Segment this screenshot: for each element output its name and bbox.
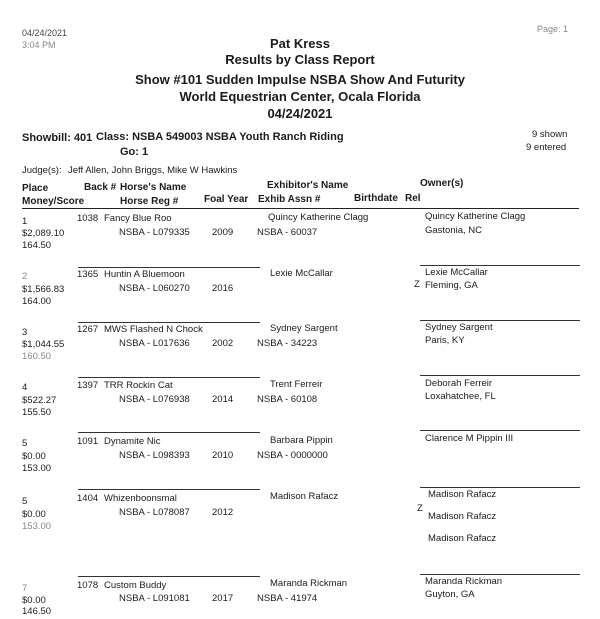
col-foal-year: Foal Year [204,194,249,205]
entry-money: $522.27 [22,395,57,406]
entry-owner-location: Fleming, GA [425,280,478,291]
entry-assn: NSBA - 60037 [257,227,318,238]
showbill-label: Showbill: 401 [22,132,93,144]
entry-horse: Fancy Blue Roo [104,213,172,224]
entry-money: $2,089.10 [22,228,65,239]
row-rule [78,489,260,490]
entry-owner: Quincy Katherine Clagg [425,211,526,222]
col-back: Back # [84,182,117,193]
entry-rel: Z [417,503,423,514]
entry-horse: Whizenboonsmal [104,493,177,504]
entry-assn: NSBA - 41974 [257,593,318,604]
entry-score: 146.50 [22,606,52,617]
report-title: Results by Class Report [225,52,375,67]
col-exhib-assn: Exhib Assn # [258,194,321,205]
entry-place: 4 [22,382,28,393]
print-time: 3:04 PM [22,40,56,50]
entry-horse: MWS Flashed N Chock [104,324,203,335]
col-horse-name: Horse's Name [120,182,187,193]
entry-money: $0.00 [22,595,46,606]
entry-score: 164.00 [22,296,52,307]
row-rule [420,574,580,575]
go-label: Go: 1 [120,146,149,158]
entry-owner-location: Loxahatchee, FL [425,391,496,402]
col-rel: Rel [405,193,421,204]
col-owners: Owner(s) [420,178,464,189]
entry-assn: NSBA - 0000000 [257,450,328,461]
entry-score: 155.50 [22,407,52,418]
entry-back: 1091 [77,436,99,447]
row-rule [420,265,580,266]
row-rule [78,576,260,577]
row-rule [420,487,580,488]
entry-exhibitor: Lexie McCallar [270,268,333,279]
entry-back: 1038 [77,213,99,224]
entry-horse: Huntin A Bluemoon [104,269,185,280]
show-venue: World Equestrian Center, Ocala Florida [179,89,421,104]
col-birthdate: Birthdate [354,193,398,204]
entry-owner-location: Gastonia, NC [425,225,483,236]
entered-count: 9 entered [526,142,567,153]
entry-back: 1365 [77,269,99,280]
entry-exhibitor: Maranda Rickman [270,578,348,589]
entry-reg: NSBA - L098393 [119,450,190,461]
entry-foal: 2017 [212,593,234,604]
entry-money: $0.00 [22,509,46,520]
entry-place: 5 [22,496,28,507]
class-label: Class: NSBA 549003 NSBA Youth Ranch Riding [96,131,344,143]
entry-owner-location: Paris, KY [425,335,465,346]
entry-owner: Deborah Ferreir [425,378,493,389]
col-horse-reg: Horse Reg # [120,196,179,207]
entry-score: 153.00 [22,463,52,474]
entry-owner: Lexie McCallar [425,267,488,278]
entry-exhibitor: Madison Rafacz [270,491,339,502]
entry-rel: Z [414,279,420,290]
entry-place: 1 [22,216,28,227]
entry-assn: NSBA - 34223 [257,338,318,349]
entry-exhibitor: Barbara Pippin [270,435,333,446]
entry-owner: Sydney Sargent [425,322,493,333]
entry-exhibitor: Trent Ferreir [270,379,323,390]
entry-place: 7 [22,583,28,594]
row-rule [78,322,260,323]
entry-reg: NSBA - L078087 [119,507,190,518]
page-number: Page: 1 [537,24,569,34]
header-rule [22,208,579,209]
col-place: Place [22,183,49,194]
entry-owner: Madison Rafacz [428,489,497,500]
entry-score: 164.50 [22,240,52,251]
row-rule [78,432,260,433]
row-rule [78,267,260,268]
entry-place: 5 [22,438,28,449]
row-rule [420,375,580,376]
entry-assn: NSBA - 60108 [257,394,318,405]
show-name: Show #101 Sudden Impulse NSBA Show And Futurity [135,72,465,87]
entry-owner-location: Guyton, GA [425,589,475,600]
col-exhibitor: Exhibitor's Name [267,180,349,191]
entry-back: 1397 [77,380,99,391]
entry-money: $1,566.83 [22,284,65,295]
entry-owner: Madison Rafacz [428,533,497,544]
entry-exhibitor: Sydney Sargent [270,323,338,334]
entry-back: 1078 [77,580,99,591]
entry-back: 1404 [77,493,99,504]
entry-foal: 2016 [212,283,234,294]
entry-reg: NSBA - L017636 [119,338,190,349]
show-date: 04/24/2021 [267,106,333,121]
shown-count: 9 shown [532,129,568,140]
entry-horse: TRR Rockin Cat [104,380,173,391]
report-owner: Pat Kress [270,36,330,51]
entry-horse: Custom Buddy [104,580,167,591]
entry-foal: 2009 [212,227,234,238]
row-rule [420,320,580,321]
entry-foal: 2002 [212,338,234,349]
row-rule [78,377,260,378]
judges-label: Judge(s): [22,165,62,176]
entry-owner: Maranda Rickman [425,576,503,587]
entry-back: 1267 [77,324,99,335]
entry-place: 3 [22,327,28,338]
entry-exhibitor: Quincy Katherine Clagg [268,212,369,223]
entry-money: $1,044.55 [22,339,65,350]
entry-reg: NSBA - L079335 [119,227,190,238]
entry-horse: Dynamite Nic [104,436,161,447]
entry-foal: 2010 [212,450,234,461]
entry-money: $0.00 [22,451,46,462]
entry-foal: 2012 [212,507,234,518]
entry-reg: NSBA - L060270 [119,283,190,294]
entry-owner: Clarence M Pippin III [425,433,514,444]
entry-place: 2 [22,271,28,282]
entry-score: 153.00 [22,521,52,532]
col-money-score: Money/Score [22,196,85,207]
entry-reg: NSBA - L076938 [119,394,190,405]
entry-reg: NSBA - L091081 [119,593,190,604]
entry-score: 160.50 [22,351,52,362]
print-date: 04/24/2021 [22,28,68,38]
row-rule [420,430,580,431]
judges-list: Jeff Allen, John Briggs, Mike W Hawkins [68,165,238,176]
entry-owner: Madison Rafacz [428,511,497,522]
entry-foal: 2014 [212,394,234,405]
